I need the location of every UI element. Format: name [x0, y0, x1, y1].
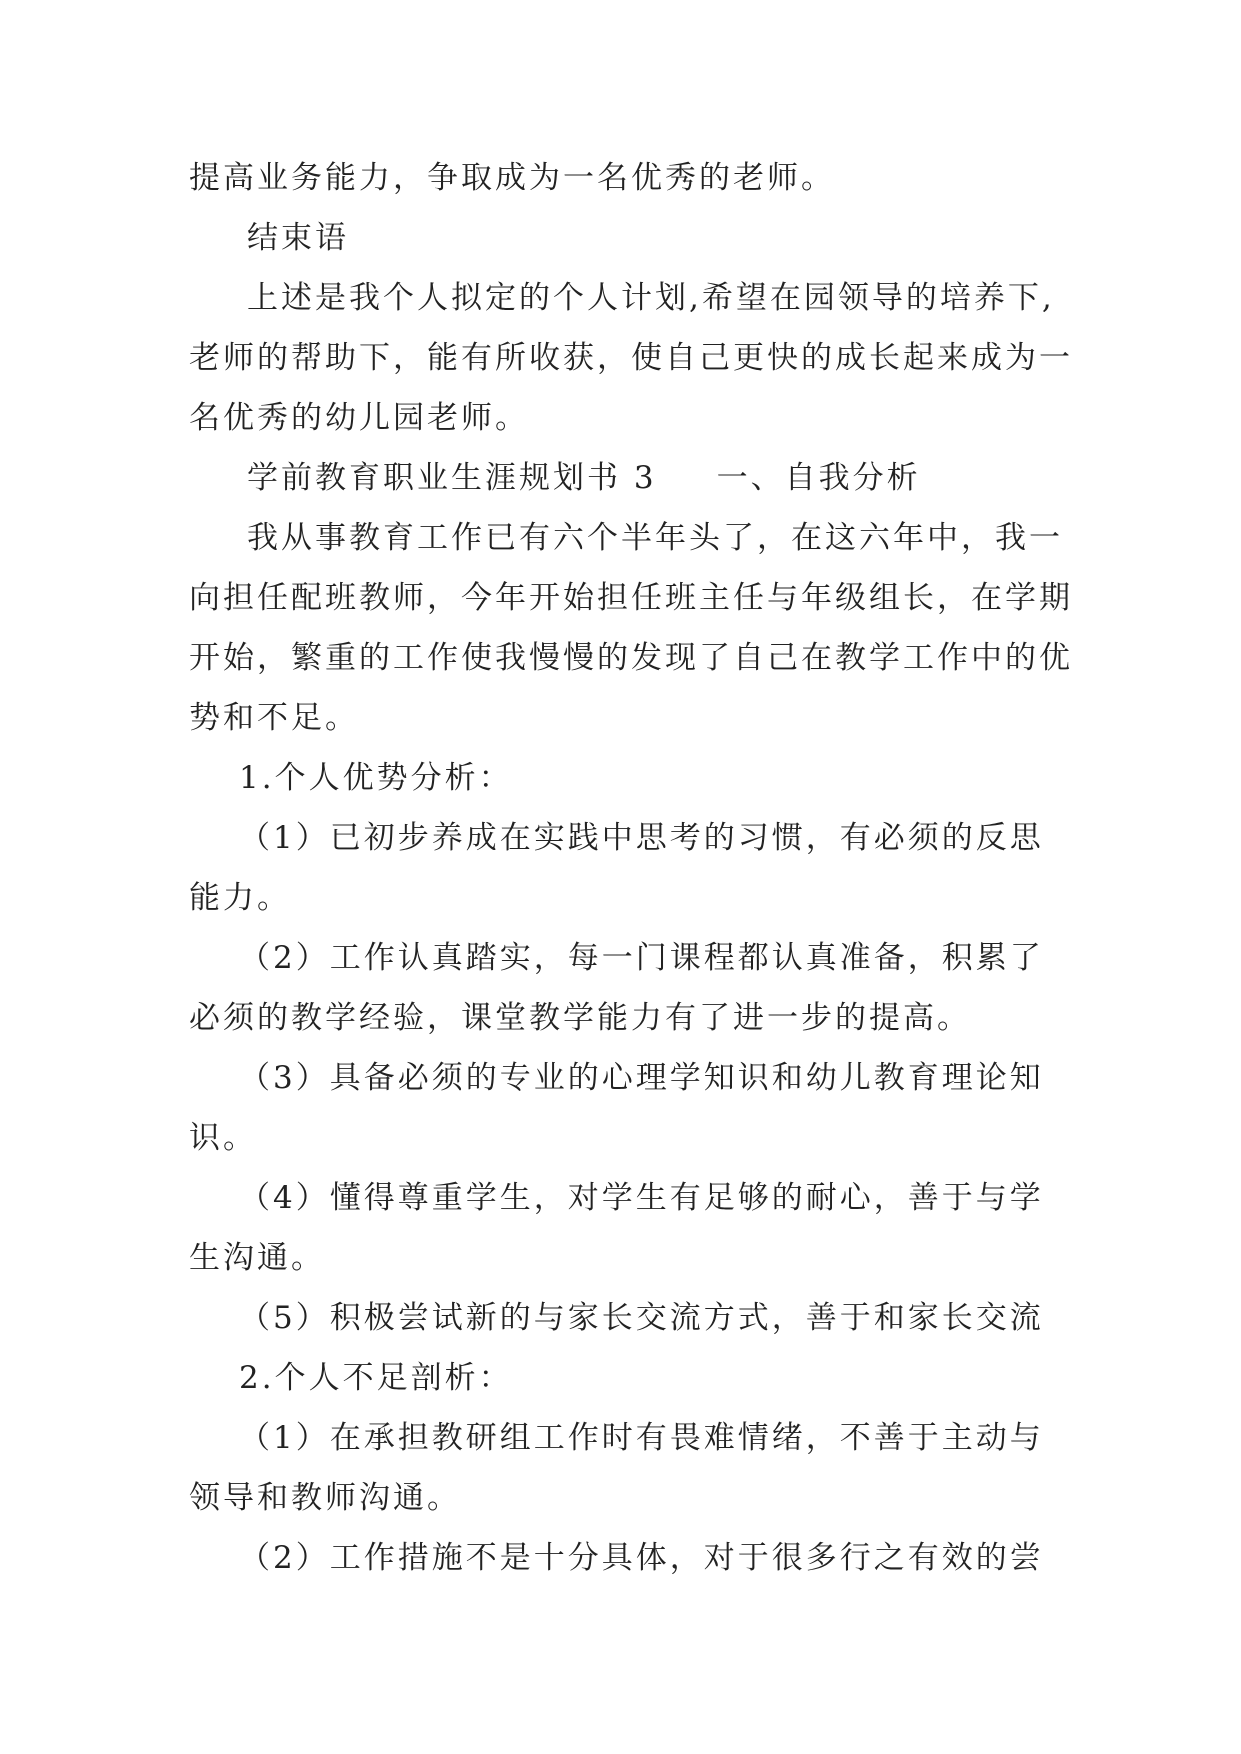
list-item: （1）已初步养成在实践中思考的习惯，有必须的反思	[239, 820, 1044, 856]
paragraph-line: 上述是我个人拟定的个人计划,希望在园领导的培养下,	[247, 280, 1055, 316]
list-item: （2）工作措施不是十分具体，对于很多行之有效的尝	[239, 1540, 1044, 1576]
section-heading-plan-3	[189, 448, 1089, 508]
section-heading-conclusion: 结束语	[247, 220, 349, 256]
document-body	[189, 148, 1089, 1588]
paragraph-line: 老师的帮助下，能有所收获，使自己更快的成长起来成为一	[189, 340, 1073, 376]
list-item-continuation: 能力。	[189, 880, 291, 916]
list-item: （1）在承担教研组工作时有畏难情绪，不善于主动与	[239, 1420, 1044, 1456]
self-analysis-heading: 一、自我分析	[716, 460, 921, 496]
subheading-weaknesses: 2.个人不足剖析：	[239, 1360, 513, 1396]
list-item-continuation: 领导和教师沟通。	[189, 1480, 461, 1516]
subheading-strengths: 1.个人优势分析：	[239, 760, 513, 796]
list-item-continuation: 必须的教学经验，课堂教学能力有了进一步的提高。	[189, 1000, 971, 1036]
paragraph-line: 名优秀的幼儿园老师。	[189, 400, 529, 436]
list-item: （5）积极尝试新的与家长交流方式，善于和家长交流	[239, 1300, 1044, 1336]
plan-title: 学前教育职业生涯规划书 3	[247, 460, 657, 496]
paragraph-line: 开始，繁重的工作使我慢慢的发现了自己在教学工作中的优	[189, 640, 1073, 676]
list-item-continuation: 生沟通。	[189, 1240, 325, 1276]
paragraph-line: 向担任配班教师，今年开始担任班主任与年级组长，在学期	[189, 580, 1073, 616]
list-item-continuation: 识。	[189, 1120, 257, 1156]
paragraph-line: 势和不足。	[189, 700, 359, 736]
list-item: （2）工作认真踏实，每一门课程都认真准备，积累了	[239, 940, 1044, 976]
paragraph-line: 我从事教育工作已有六个半年头了，在这六年中，我一	[247, 520, 1063, 556]
list-item: （3）具备必须的专业的心理学知识和幼儿教育理论知	[239, 1060, 1044, 1096]
list-item: （4）懂得尊重学生，对学生有足够的耐心，善于与学	[239, 1180, 1044, 1216]
paragraph-line: 提高业务能力，争取成为一名优秀的老师。	[189, 160, 835, 196]
